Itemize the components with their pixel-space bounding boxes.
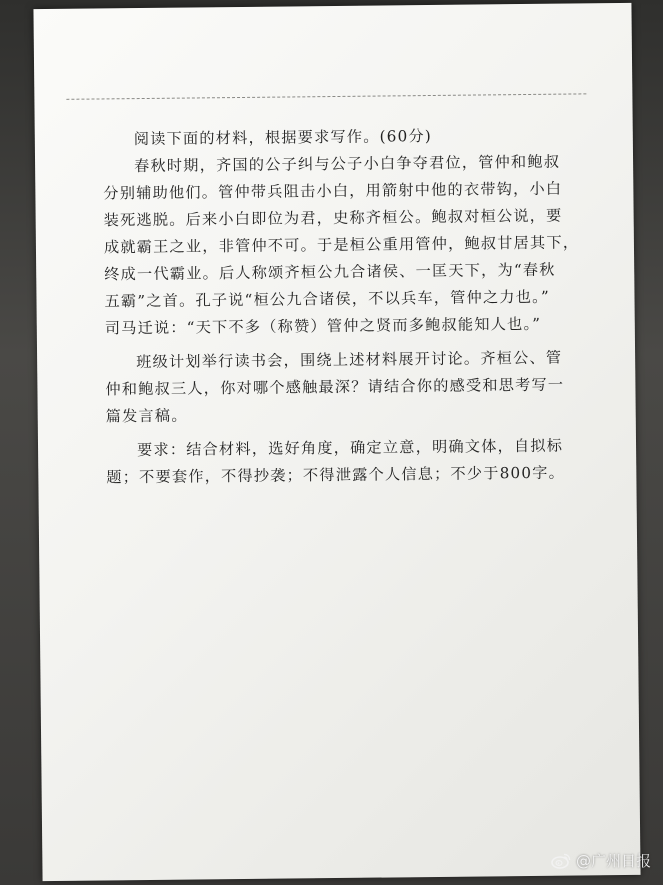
text-line: 分别辅助他们。管仲带兵阻击小白，用箭射中他的衣带钩，小白	[103, 179, 563, 203]
text-line: 五霸”之首。孔子说“桓公九合诸侯，不以兵车，管仲之力也。”	[104, 287, 550, 311]
text-line: 题；不要套作，不得抄袭；不得泄露个人信息；不少于800字。	[106, 463, 566, 487]
text-line: 装死逃脱。后来小白即位为君，史称齐桓公。鲍叔对桓公说，要	[103, 206, 563, 230]
watermark-text: @广州日报	[575, 852, 651, 870]
text-line: 春秋时期，齐国的公子纠与公子小白争夺君位，管仲和鲍叔	[134, 152, 561, 176]
text-line: 要求：结合材料，选好角度，确定立意，明确文体，自拟标	[136, 436, 564, 460]
text-line: 篇发言稿。	[105, 406, 188, 426]
dashed-rule	[66, 93, 586, 99]
text-line: 阅读下面的材料，根据要求写作。(60分)	[133, 126, 433, 149]
essay-prompt	[103, 121, 627, 491]
weibo-icon	[551, 852, 571, 869]
text-line: 班级计划举行读书会，围绕上述材料展开讨论。齐桓公、管	[136, 348, 563, 372]
text-line: 终成一代霸业。后人称颂齐桓公九合诸侯、一匡天下，为“春秋	[104, 260, 556, 284]
text-line: 成就霸王之业，非管仲不可。于是桓公重用管仲，鲍叔甘居其下，	[103, 233, 580, 257]
text-line: 仲和鲍叔三人，你对哪个感触最深？请结合你的感受和思考写一	[105, 375, 565, 399]
exam-paper	[33, 3, 640, 881]
text-line: 司马迁说：“天下不多（称赞）管仲之贤而多鲍叔能知人也。”	[104, 314, 542, 338]
watermark	[551, 850, 651, 871]
